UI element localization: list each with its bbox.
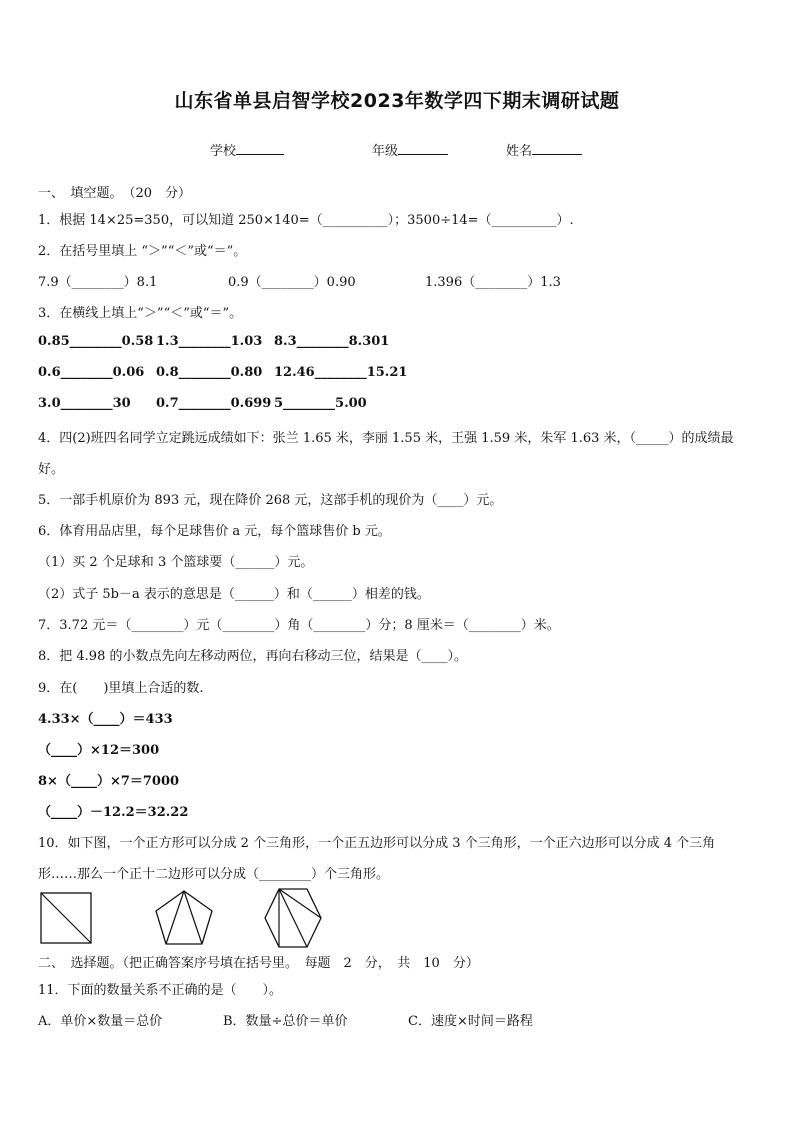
question-2: 2．在括号里填上 “＞”“＜”或“＝”。: [38, 244, 247, 259]
school-label: 学校: [210, 144, 237, 159]
question-9: 9．在( )里填上合适的数.: [38, 681, 204, 696]
school-field: [210, 140, 284, 159]
question-10-cont: 形……那么一个正十二边形可以分成（________）个三角形。: [38, 867, 390, 882]
option-a: A．单价×数量＝总价: [38, 1014, 163, 1029]
q2-item: 7.9（________）8.1: [38, 275, 158, 290]
question-11: 11．下面的数量关系不正确的是（ ）。: [38, 983, 283, 998]
q2-item: 0.9（________）0.90: [228, 275, 356, 290]
q3-item: 1.3________1.03: [156, 334, 263, 349]
q3-item: 3.0________30: [38, 396, 131, 411]
grade-field: [372, 140, 448, 159]
question-3-row: [38, 396, 367, 411]
question-8: 8．把 4.98 的小数点先向左移动两位，再向右移动三位，结果是（____）。: [38, 649, 467, 664]
name-label: 姓名: [506, 144, 533, 159]
q3-item: 0.7________0.699: [156, 396, 272, 411]
question-1: 1．根据 14×25=350，可以知道 250×140=（__________）；3500÷14=（__________）.: [38, 213, 574, 228]
square-figure: [38, 890, 94, 946]
question-5: 5．一部手机原价为 893 元，现在降价 268 元，这部手机的现价为（____）元。: [38, 493, 503, 508]
hexagon-figure: [262, 886, 324, 950]
question-6: 6．体育用品店里，每个足球售价 a 元，每个篮球售价 b 元。: [38, 524, 391, 539]
q3-item: 0.6________0.06: [38, 365, 145, 380]
q3-item: 12.46________15.21: [274, 365, 408, 380]
question-3-row: [38, 334, 389, 349]
question-7: 7．3.72 元＝（________）元（________）角（________）分；8 厘米＝（________）米。: [38, 618, 560, 633]
question-3: 3．在横线上填上“＞”“＜”或“＝”。: [38, 306, 243, 321]
question-4-cont: 好。: [38, 462, 65, 477]
page-title: 山东省单县启智学校2023年数学四下期末调研试题: [174, 90, 620, 112]
q3-item: 5________5.00: [274, 396, 367, 411]
question-6-part2: （2）式子 5b－a 表示的意思是（______）和（______）相差的钱。: [38, 587, 430, 602]
q3-item: 0.85________0.58: [38, 334, 154, 349]
question-2-items: [38, 271, 561, 290]
section1-header: 一、 填空题。 （20 分）: [38, 186, 192, 201]
question-4: 4．四(2)班四名同学立定跳远成绩如下：张兰 1.65 米，李丽 1.55 米，王强 1.59 米，朱军 1.63 米，（_____）的成绩最: [38, 431, 734, 446]
question-6-part1: （1）买 2 个足球和 3 个篮球要（______）元。: [38, 555, 314, 570]
question-9-item: 8×（____）×7＝7000: [38, 774, 180, 789]
section2-header: 二、 选择题。（把正确答案序号填在括号里。 每题 2 分， 共 10 分）: [38, 956, 479, 971]
q3-item: 0.8________0.80: [156, 365, 263, 380]
question-9-item: （____）－12.2＝32.22: [38, 805, 189, 820]
question-3-row: [38, 365, 407, 380]
option-b: B．数量÷总价＝单价: [223, 1014, 348, 1029]
school-blank: [236, 142, 284, 155]
question-11-options: [38, 1010, 533, 1029]
question-9-item: 4.33×（____）＝433: [38, 712, 173, 727]
name-field: [506, 140, 582, 159]
grade-blank: [398, 142, 448, 155]
pentagon-figure: [152, 888, 216, 948]
option-c: C．速度×时间＝路程: [408, 1014, 533, 1029]
name-blank: [532, 142, 582, 155]
q2-item: 1.396（________）1.3: [425, 275, 561, 290]
question-9-item: （____）×12＝300: [38, 743, 160, 758]
question-10: 10．如下图，一个正方形可以分成 2 个三角形，一个正五边形可以分成 3 个三角形，一个正六边形可以分成 4 个三角: [38, 836, 716, 851]
grade-label: 年级: [372, 144, 399, 159]
q3-item: 8.3________8.301: [274, 334, 390, 349]
